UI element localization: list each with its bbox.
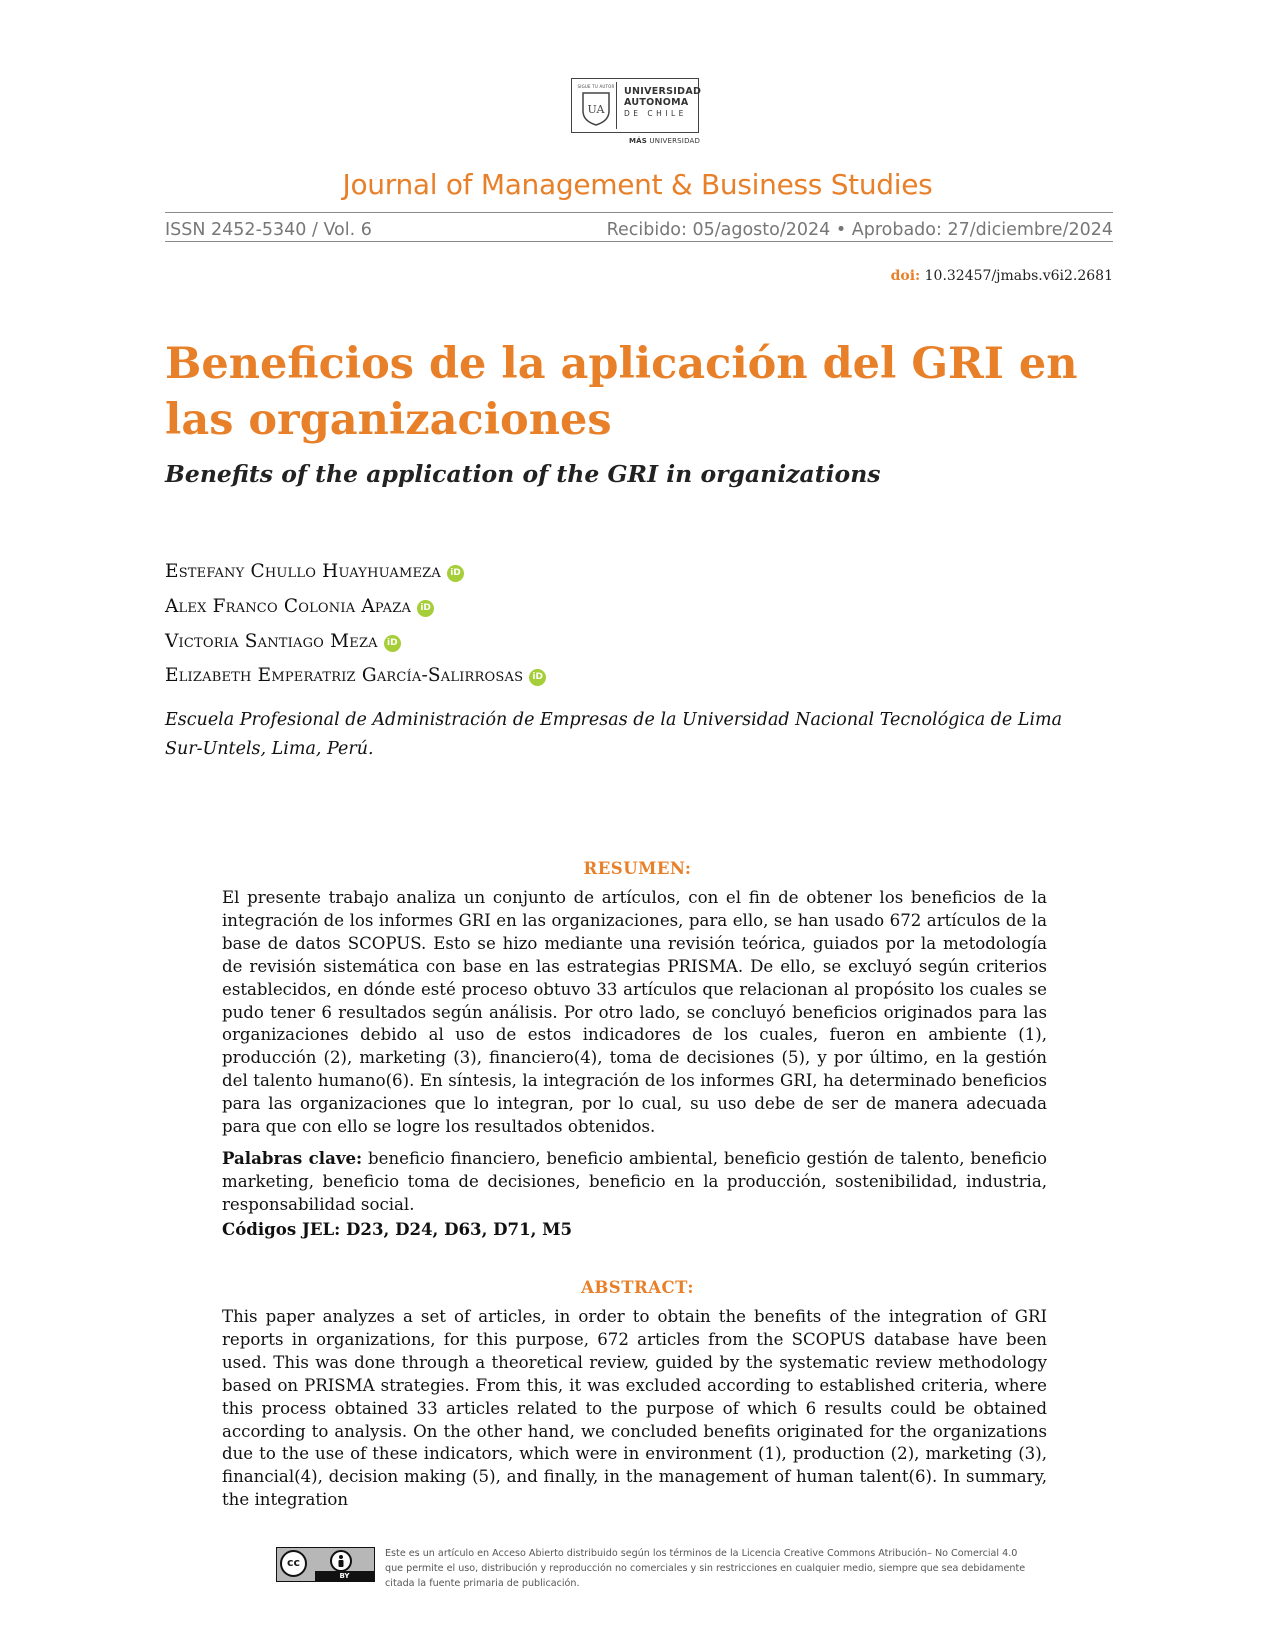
logo-tag-rest: UNIVERSIDAD xyxy=(647,137,701,145)
orcid-icon[interactable]: iD xyxy=(529,669,546,686)
university-logo xyxy=(571,78,701,148)
article-subtitle: Benefits of the application of the GRI in organizations xyxy=(165,460,881,488)
logo-frame xyxy=(571,78,702,133)
author-1 xyxy=(165,561,464,582)
cc-by-badge[interactable] xyxy=(276,1547,375,1582)
author-4 xyxy=(165,665,546,686)
orcid-icon[interactable]: iD xyxy=(447,565,464,582)
logo-line2: AUTONOMA xyxy=(624,97,689,108)
received-approved-dates: Recibido: 05/agosto/2024 • Aprobado: 27/diciembre/2024 xyxy=(606,220,1113,240)
doi xyxy=(891,268,1113,284)
author-name: Victoria Santiago Meza xyxy=(165,631,378,652)
keywords-list: beneficio financiero, beneficio ambiental, beneficio gestión de talento, beneficio marketing, beneficio toma de decisiones, beneficio en la producción, sostenibilidad, industria, responsabilidad social. xyxy=(222,1149,1047,1214)
author-name: Alex Franco Colonia Apaza xyxy=(165,596,412,617)
logo-line1: UNIVERSIDAD xyxy=(624,86,702,97)
doi-label: doi: xyxy=(890,268,921,284)
orcid-icon[interactable]: iD xyxy=(384,635,401,652)
logo-wordmark xyxy=(624,86,702,119)
orcid-icon[interactable]: iD xyxy=(417,600,434,617)
issn-volume: ISSN 2452-5340 / Vol. 6 xyxy=(165,220,372,240)
resumen-body: El presente trabajo analiza un conjunto de artículos, con el fin de obtener los beneficios de la integración de los informes GRI en las organizaciones, para ello, se han usado 672 artículos de la base de datos SCOPUS. Esto se hizo mediante una revisión teórica, guiados por la metodología de revisión sistemática con base en las estrategias PRISMA. De ello, se excluyó según criterios establecidos, en dónde esté proceso obtuvo 33 artículos que relacionan al propósito los cuales se pudo tener 6 resultados según análisis. Por otro lado, se concluyó beneficios originados para las organizaciones debido al uso de estos indicadores de los cuales, fueron en ambiente (1), producción (2), marketing (3), financiero(4), toma de decisiones (5), y por último, en la gestión del talento humano(6). En síntesis, la integración de los informes GRI, ha determinado beneficios para las organizaciones que lo integran, por lo cual, su uso debe de ser de manera adecuada para que con ello se logre los resultados obtenidos. xyxy=(222,888,1047,1137)
resumen-heading: RESUMEN: xyxy=(583,859,692,878)
header-rule-bottom xyxy=(165,241,1113,242)
journal-name: Journal of Management & Business Studies xyxy=(342,168,933,201)
author-name: Estefany Chullo Huayhuameza xyxy=(165,561,441,582)
keywords xyxy=(222,1147,1047,1217)
article-title: Beneficios de la aplicación del GRI en las organizaciones xyxy=(165,339,1078,445)
header-rule-top xyxy=(165,212,1113,213)
logo-line3: DE CHILE xyxy=(624,109,687,118)
license-text: Este es un artículo en Acceso Abierto distribuido según los términos de la Licencia Creative Commons Atribución– No Comercial 4.0 que permite el uso, distribución y reproducción no comerciales y sin restricciones en cualquier medio, siempre que sea debidamente citada la fuente primaria de publicación. xyxy=(385,1548,1026,1589)
logo-emblem xyxy=(575,82,617,129)
logo-emblem-text: UA xyxy=(587,103,605,116)
logo-tag-bold: MÁS xyxy=(629,137,648,145)
logo-tagline xyxy=(629,137,700,145)
doi-link[interactable]: 10.32457/jmabs.v6i2.2681 xyxy=(920,268,1113,284)
abstract-heading: ABSTRACT: xyxy=(581,1278,694,1297)
cc-icon: cc xyxy=(280,1550,307,1577)
jel-codes: Códigos JEL: D23, D24, D63, D71, M5 xyxy=(222,1219,573,1239)
attribution-person-icon xyxy=(330,1550,352,1572)
affiliation: Escuela Profesional de Administración de Empresas de la Universidad Nacional Tecnológica de Lima Sur-Untels, Lima, Perú. xyxy=(165,710,1063,759)
shield-icon xyxy=(581,91,611,127)
by-label: BY xyxy=(315,1571,374,1581)
author-3 xyxy=(165,631,401,652)
author-2 xyxy=(165,596,434,617)
author-name: Elizabeth Emperatriz García-Salirrosas xyxy=(165,665,524,686)
logo-motto: SIGUE TU AUTOR xyxy=(577,84,615,89)
keywords-label: Palabras clave: xyxy=(222,1148,363,1168)
abstract-body: This paper analyzes a set of articles, in order to obtain the benefits of the integration of GRI reports in organizations, for this purpose, 672 articles from the SCOPUS database have been used. This was done through a theoretical review, guided by the systematic review methodology based on PRISMA strategies. From this, it was excluded according to established criteria, where this process obtained 33 articles related to the purpose of which 6 results could be obtained according to analysis. On the other hand, we concluded benefits originated for the organizations due to the use of these indicators, which were in environment (1), production (2), marketing (3), financial(4), decision making (5), and finally, in the management of human talent(6). In summary, the integration xyxy=(222,1307,1047,1510)
